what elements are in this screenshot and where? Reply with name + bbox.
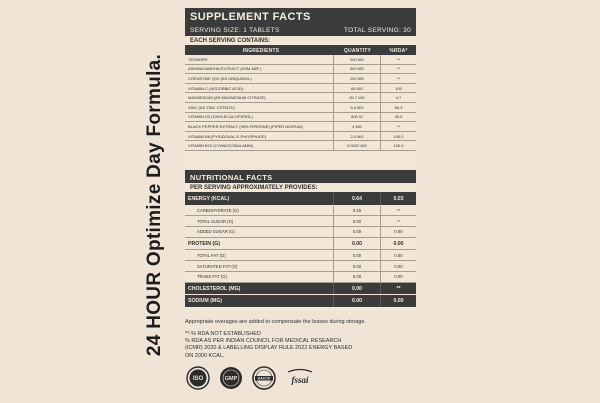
serving-size: SERVING SIZE: 1 TABLETS bbox=[190, 27, 280, 34]
nutrient-value: 0.64 bbox=[334, 193, 381, 205]
nutrition-row bbox=[185, 193, 416, 206]
nutrient-name: ENERGY (KCAL) bbox=[185, 193, 334, 205]
nutrient-value: 0.00 bbox=[334, 216, 381, 226]
ingredient-name: VITAMIN C (ASCORBIC ACID) bbox=[185, 84, 334, 93]
nutrient-name: SATURATED FAT (G) bbox=[185, 261, 334, 271]
supplement-facts-panel bbox=[185, 8, 416, 165]
nutrition-row bbox=[185, 295, 416, 308]
iso-seal-icon bbox=[186, 366, 210, 390]
nutrient-rda: 0.00 bbox=[393, 298, 404, 305]
nutrition-row bbox=[185, 227, 416, 238]
ingredient-name: MAGNESIUM (AS MAGNESIUM CITRATE) bbox=[185, 93, 334, 102]
nutrient-value: 0.00 bbox=[334, 295, 381, 307]
ingredients-table-body bbox=[185, 55, 416, 151]
nutrient-rda: 0.00 bbox=[394, 252, 403, 258]
ingredient-quantity: 4 MG bbox=[334, 122, 381, 131]
ingredient-name: TESNOR® bbox=[185, 55, 334, 64]
nutrient-rda: 0.00 bbox=[393, 240, 404, 247]
nutrient-rda: 0.00 bbox=[394, 274, 403, 280]
nutrient-name: TOTAL FAT (G) bbox=[185, 250, 334, 260]
ingredient-quantity: 20.7 MG bbox=[334, 93, 381, 102]
gmp-seal-icon bbox=[219, 366, 243, 390]
fssai-logo-icon bbox=[285, 366, 315, 390]
nutrient-value: 0.00 bbox=[334, 250, 381, 260]
nutrient-name: CHOLESTEROL (MG) bbox=[185, 283, 334, 295]
nutrient-rda: ** bbox=[396, 218, 401, 224]
ingredient-name: VITAMIN B6 (PYRIDOXAL 5'-PHOSPHATE) bbox=[185, 132, 334, 141]
nutrient-value: 0.00 bbox=[334, 261, 381, 271]
nutrient-value: 0.00 bbox=[334, 283, 381, 295]
ingredient-name: ASHWAGANDHA EXTRACT (KSM-66® ) bbox=[185, 65, 334, 74]
nutrient-value: 0.00 bbox=[334, 227, 381, 237]
nutrient-rda: 0.03 bbox=[393, 195, 404, 202]
ingredients-table-header bbox=[185, 46, 416, 55]
rda-footnotes: **-% RDA NOT ESTABLISHED % RDA AS PER INDIAN COUNCIL FOR MEDICAL RESEARCH (ICMR) 2020 & LABELLING DISPLAY RULE 2022 ENERGY BASED ON 2000 KCAL. bbox=[185, 331, 353, 359]
ingredient-row bbox=[185, 84, 416, 94]
ingredient-rda: ** bbox=[396, 75, 401, 81]
nutrition-table-body bbox=[185, 193, 416, 308]
nutrient-rda: 0.00 bbox=[394, 229, 403, 235]
nutrient-name: CARBOHYDRATE (G) bbox=[185, 206, 334, 216]
nutrition-row bbox=[185, 261, 416, 272]
gmp-label: GMP bbox=[224, 376, 238, 383]
nutrient-value: 0.16 bbox=[334, 206, 381, 216]
supplement-facts-header bbox=[185, 8, 416, 36]
ingredient-row bbox=[185, 55, 416, 65]
iso-label: ISO bbox=[192, 376, 204, 383]
ingredient-quantity: 300 MG bbox=[334, 65, 381, 74]
nutrient-name: ADDED SUGAR (G) bbox=[185, 227, 334, 237]
supplement-facts-title: SUPPLEMENT FACTS bbox=[190, 11, 311, 23]
each-serving-label: EACH SERVING CONTAINS: bbox=[185, 36, 416, 46]
ingredient-row bbox=[185, 113, 416, 123]
total-serving: TOTAL SERVING: 30 bbox=[344, 27, 411, 34]
ingredient-quantity: 0.0022 MG bbox=[334, 141, 381, 150]
ingredient-rda: 55.3 bbox=[394, 104, 403, 110]
nutrient-name: PROTEIN (G) bbox=[185, 238, 334, 250]
vertical-title: 24 HOUR Optimize Day Formula. bbox=[144, 53, 165, 357]
ingredient-name: VITAMIN B12 (CYANOCOBALAMIN) bbox=[185, 141, 334, 150]
nutritional-facts-title: NUTRITIONAL FACTS bbox=[185, 170, 416, 183]
nutritional-facts-panel bbox=[185, 170, 416, 312]
ingredient-rda: 100.0 bbox=[393, 133, 404, 139]
nutrition-row bbox=[185, 216, 416, 227]
ingredient-row bbox=[185, 65, 416, 75]
ingredient-quantity: 65 MG bbox=[334, 84, 381, 93]
ingredient-rda: 100.0 bbox=[393, 143, 404, 149]
overages-note: Appropriate overages are added to compensate the losses during storage. bbox=[185, 319, 367, 325]
nutrition-row bbox=[185, 272, 416, 283]
nutrition-row bbox=[185, 206, 416, 217]
ingredient-row bbox=[185, 141, 416, 151]
ingredient-quantity: 2.4 MG bbox=[334, 132, 381, 141]
nutrient-name: TRANS FAT (G) bbox=[185, 272, 334, 282]
ingredient-name: BLACK PEPPER EXTRACT (95% PIPERINE) (PIPER NIGRUM) bbox=[185, 122, 334, 131]
nutrient-value: 0.00 bbox=[334, 238, 381, 250]
ingredient-name: ZINC (AS ZINC CITRATE) bbox=[185, 103, 334, 112]
ingredient-quantity: 200 MG bbox=[334, 55, 381, 64]
ingredient-quantity: 100 MG bbox=[334, 74, 381, 83]
fssai-label: fssai bbox=[291, 375, 309, 385]
ingredient-quantity: 600 IU bbox=[334, 113, 381, 122]
ingredient-rda: ** bbox=[396, 123, 401, 129]
nutrient-name: TOTAL SUGAR (G) bbox=[185, 216, 334, 226]
ingredient-row bbox=[185, 103, 416, 113]
ingredient-row bbox=[185, 93, 416, 103]
ingredient-row bbox=[185, 74, 416, 84]
ingredient-row bbox=[185, 132, 416, 142]
ingredient-name: VITAMIN D3 (CHOLECALCIFEROL) bbox=[185, 113, 334, 122]
per-serving-label: PER SERVING APPROXIMATELY PROVIDES: bbox=[185, 183, 416, 193]
ingredient-rda: 100 bbox=[395, 85, 402, 91]
nutrient-value: 0.00 bbox=[334, 272, 381, 282]
certification-logos bbox=[186, 366, 315, 390]
rda-header: %RDA* bbox=[389, 47, 408, 54]
ingredient-quantity: 9.4 MG bbox=[334, 103, 381, 112]
nutrient-rda: ** bbox=[396, 207, 401, 213]
ingredient-row bbox=[185, 122, 416, 132]
haccp-label: HACCP bbox=[257, 376, 271, 381]
ingredients-header: INGREDIENTS bbox=[242, 47, 280, 54]
ingredient-rda: 4.7 bbox=[395, 95, 402, 101]
nutrient-rda: ** bbox=[396, 285, 401, 292]
nutrition-row bbox=[185, 238, 416, 251]
nutrition-row bbox=[185, 283, 416, 296]
ingredient-rda: ** bbox=[396, 66, 401, 72]
haccp-seal-icon bbox=[252, 366, 276, 390]
ingredient-rda: ** bbox=[396, 56, 401, 62]
nutrition-row bbox=[185, 250, 416, 261]
quantity-header: QUANTITY bbox=[343, 47, 372, 54]
nutrient-name: SODIUM (MG) bbox=[185, 295, 334, 307]
ingredient-rda: 40.0 bbox=[394, 114, 403, 120]
ingredient-name: COENZYME Q10 (AS UBIQUINOL) bbox=[185, 74, 334, 83]
nutrient-rda: 0.00 bbox=[394, 263, 403, 269]
